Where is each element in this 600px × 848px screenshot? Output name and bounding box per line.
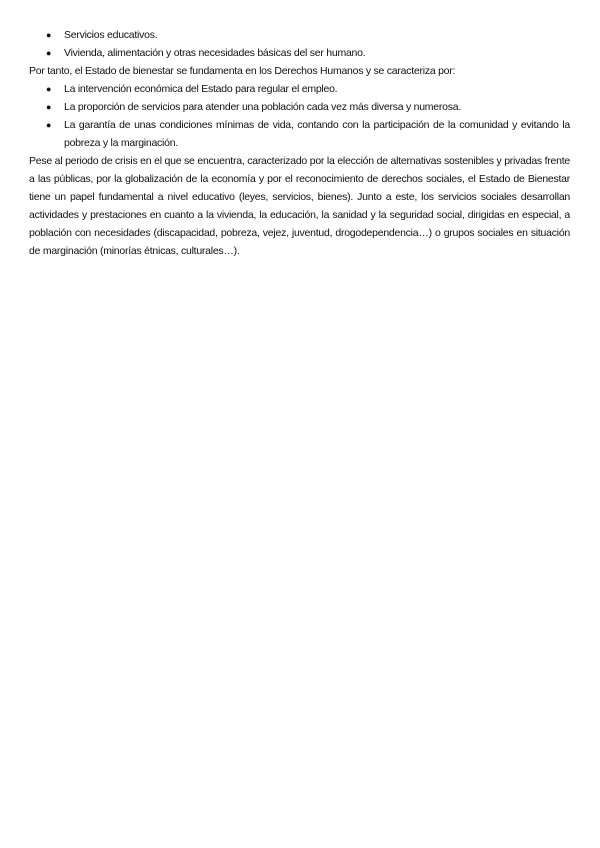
list-item-text: Servicios educativos. — [64, 29, 158, 41]
document-page — [29, 26, 570, 260]
closing-paragraph: Pese al periodo de crisis en el que se encuentra, caracterizado por la elección de alternativas sostenibles y privadas frente a las públicas, por la globalización de la economía y por el reconocimiento de derechos sociales, el Estado de Bienestar tiene un papel fundamental a nivel educativo (leyes, servicios, bienes). Junto a este, los servicios sociales desarrollan actividades y prestaciones en cuanto a la vivienda, la educación, la sanidad y la seguridad social, dirigidas en especial, a población con necesidades (discapacidad, pobreza, vejez, juventud, drogodependencia…) o grupos sociales en situación de marginación (minorías étnicas, culturales…). — [29, 155, 570, 257]
characteristics-list — [29, 80, 570, 152]
list-item-text: Vivienda, alimentación y otras necesidades básicas del ser humano. — [64, 47, 366, 59]
list-item-text: La proporción de servicios para atender una población cada vez más diversa y numerosa. — [64, 101, 461, 113]
list-item — [29, 26, 570, 44]
bullet-icon: ● — [46, 120, 52, 130]
intro-paragraph: Por tanto, el Estado de bienestar se fundamenta en los Derechos Humanos y se caracteriza por: — [29, 65, 456, 77]
list-item — [29, 44, 570, 62]
bullet-icon: ● — [46, 48, 52, 58]
list-item — [29, 98, 570, 116]
list-item — [29, 116, 570, 152]
list-item-text: La garantía de unas condiciones mínimas de vida, contando con la participación de la comunidad y evitando la pobreza y la marginación. — [64, 119, 570, 149]
bullet-icon: ● — [46, 84, 52, 94]
list-item — [29, 80, 570, 98]
list-item-text: La intervención económica del Estado para regular el empleo. — [64, 83, 338, 95]
services-list — [29, 26, 570, 62]
bullet-icon: ● — [46, 30, 52, 40]
bullet-icon: ● — [46, 102, 52, 112]
